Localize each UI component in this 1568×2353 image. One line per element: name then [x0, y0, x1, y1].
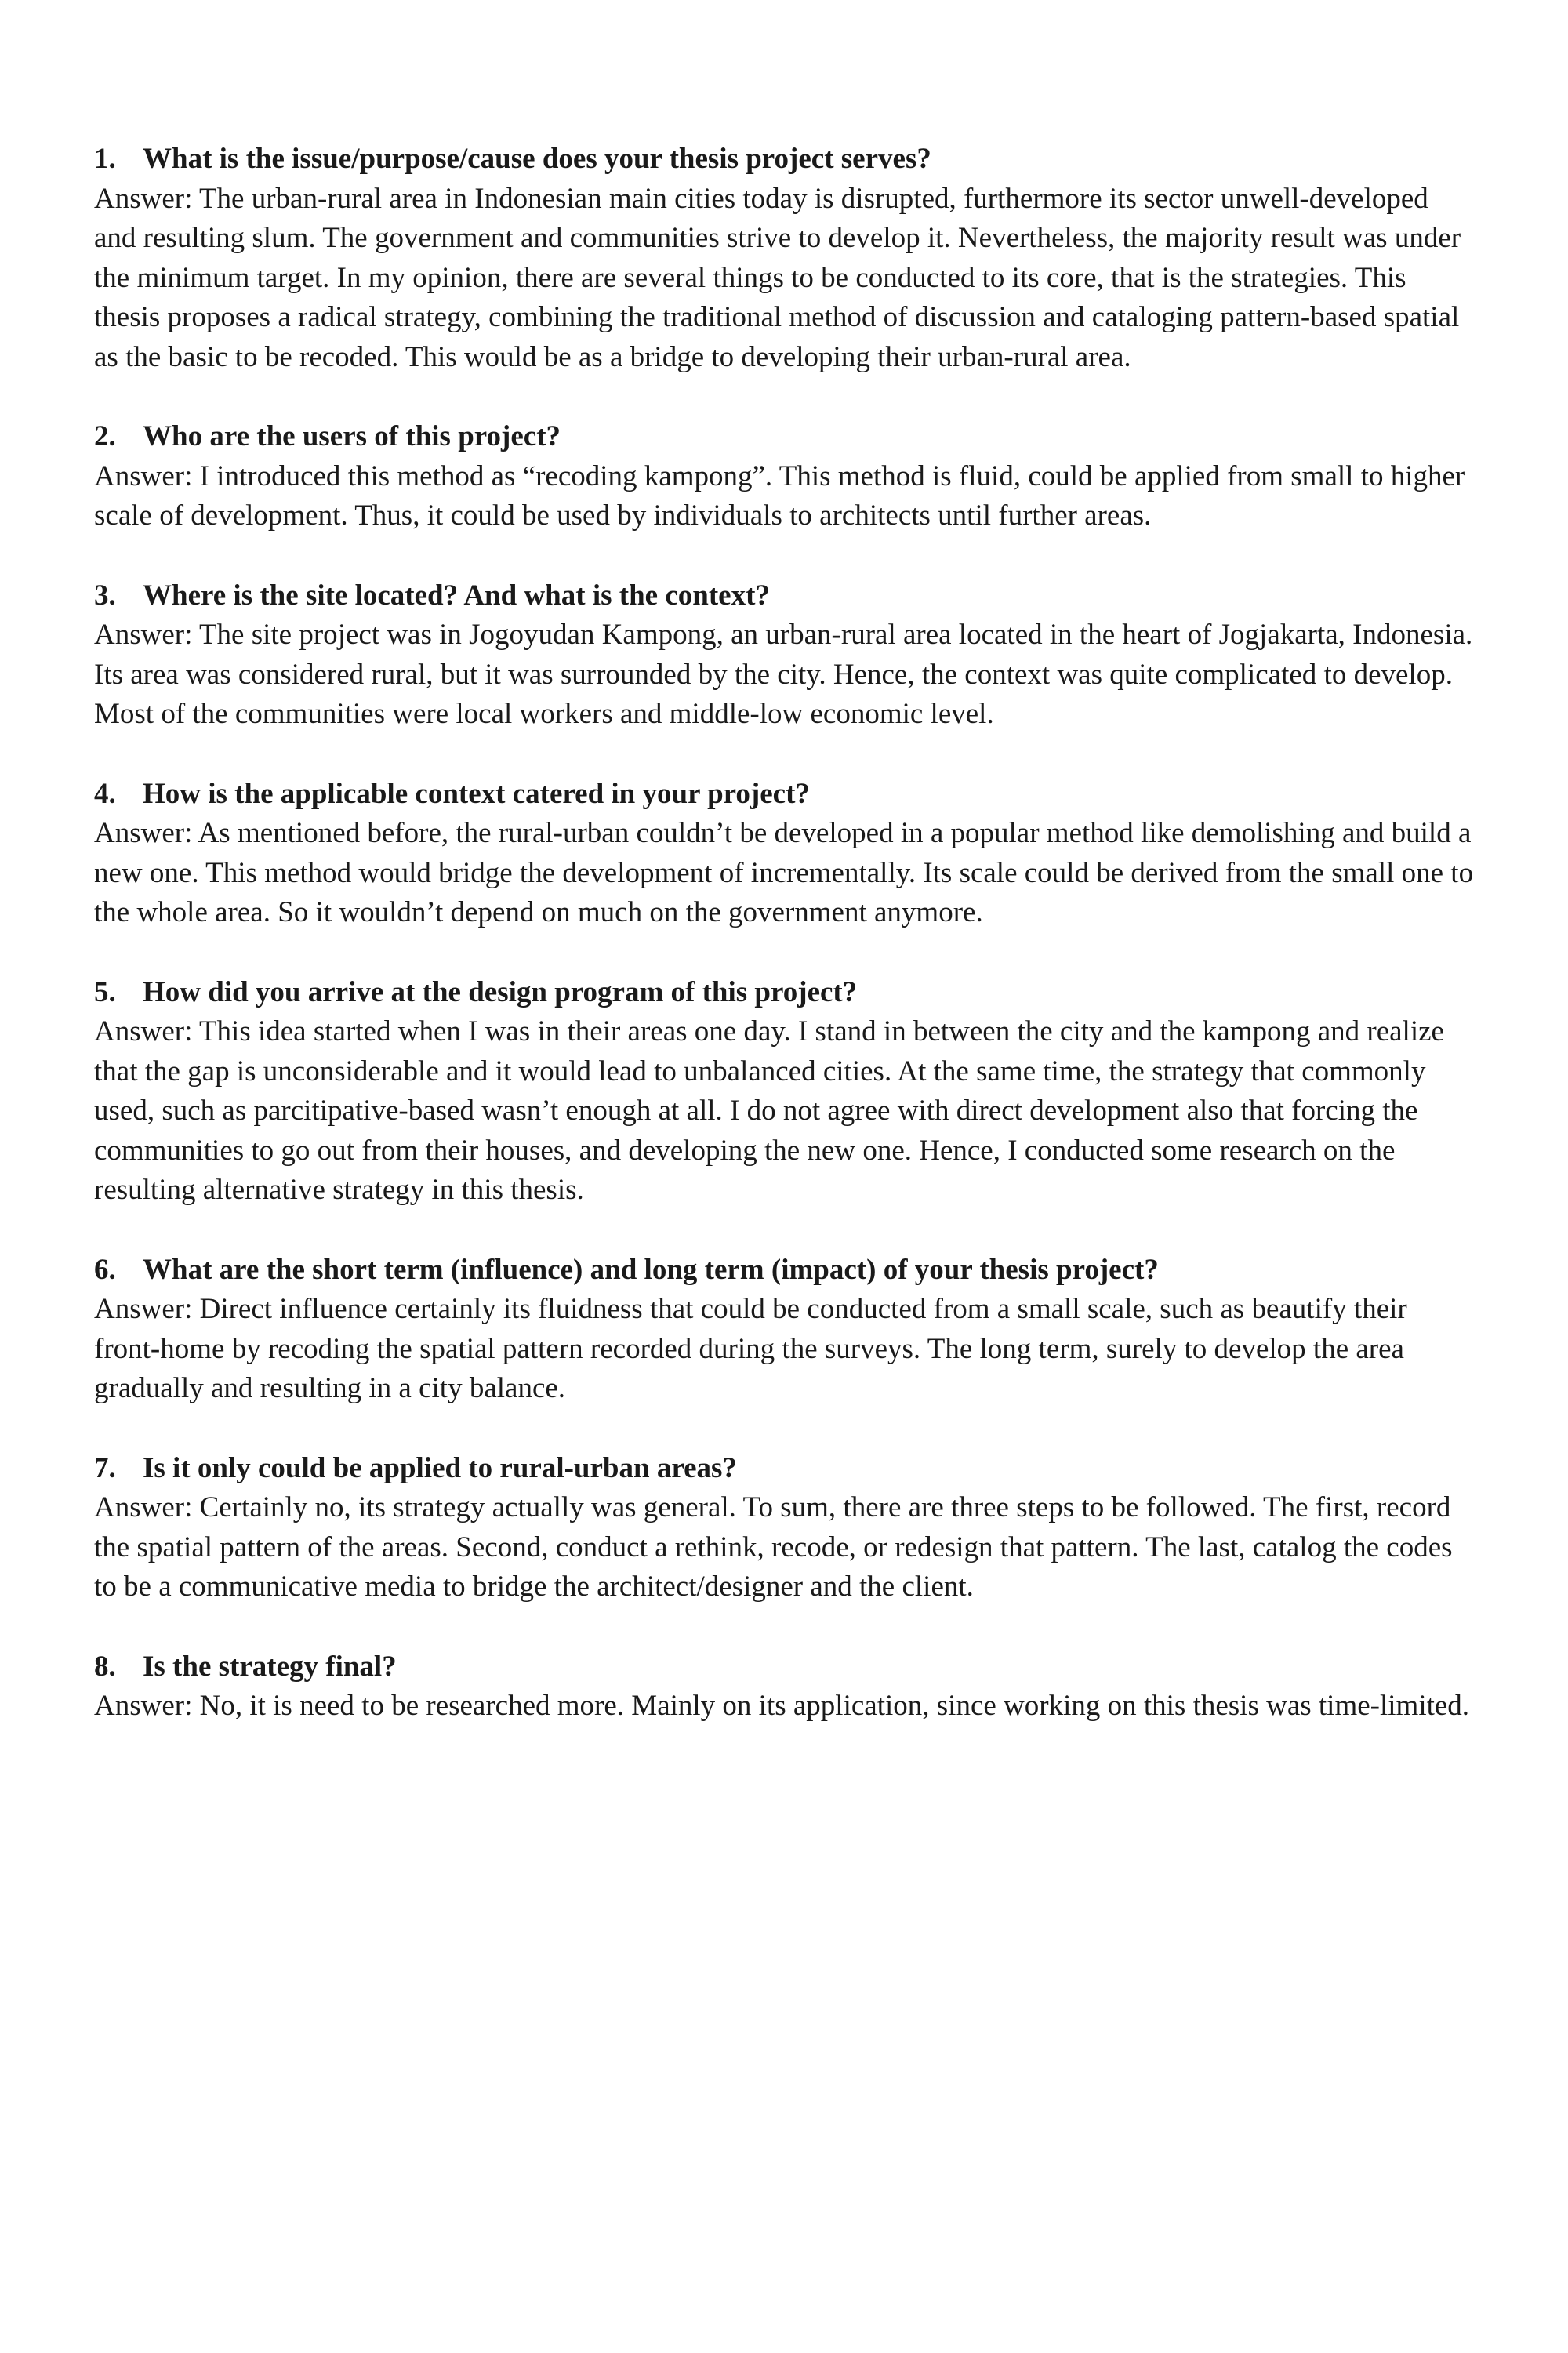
qa-item-8: [94, 1647, 1474, 1727]
question-text: Is the strategy final?: [143, 1650, 397, 1683]
answer-6: Answer: Direct influence certainly its fluidness that could be conducted from a small scale, such as beautify their front-home by recoding the spatial pattern recorded during the surveys. The long term, surely to develop the area gradually and resulting in a city balance.: [94, 1293, 1407, 1404]
answer-8: Answer: No, it is need to be researched more. Mainly on its application, since working on this thesis was time-limited.: [94, 1690, 1470, 1722]
question-number: 1.: [94, 143, 116, 175]
question-5: [94, 973, 1474, 1013]
question-number: 7.: [94, 1451, 116, 1484]
qa-item-1: [94, 140, 1474, 377]
question-3: [94, 576, 1474, 616]
qa-item-6: [94, 1251, 1474, 1409]
answer-5: Answer: This idea started when I was in their areas one day. I stand in between the city and the kampong and realize that the gap is unconsiderable and it would lead to unbalanced cities. At the same time, the strategy that commonly used, such as parcitipative-based wasn’t enough at all. I do not agree with direct development also that forcing the communities to go out from their houses, and developing the new one. Hence, I conducted some research on the resulting alternative strategy in this thesis.: [94, 1015, 1444, 1206]
question-text: How is the applicable context catered in your project?: [143, 777, 810, 810]
question-4: [94, 775, 1474, 815]
qa-item-7: [94, 1449, 1474, 1607]
question-number: 8.: [94, 1650, 116, 1683]
question-number: 2.: [94, 420, 116, 452]
question-text: How did you arrive at the design program of this project?: [143, 975, 858, 1008]
question-8: [94, 1647, 1474, 1687]
qa-item-5: [94, 973, 1474, 1211]
question-text: Who are the users of this project?: [143, 420, 561, 452]
question-2: [94, 417, 1474, 457]
question-1: [94, 140, 1474, 180]
question-7: [94, 1449, 1474, 1489]
question-text: Is it only could be applied to rural-urban areas?: [143, 1451, 737, 1484]
question-text: What are the short term (influence) and long term (impact) of your thesis project?: [143, 1253, 1159, 1286]
qa-item-4: [94, 775, 1474, 933]
question-number: 6.: [94, 1253, 116, 1286]
answer-2: Answer: I introduced this method as “recoding kampong”. This method is fluid, could be applied from small to higher scale of development. Thus, it could be used by individuals to architects until further areas.: [94, 459, 1465, 532]
question-text: Where is the site located? And what is the context?: [143, 579, 770, 612]
qa-item-3: [94, 576, 1474, 735]
answer-7: Answer: Certainly no, its strategy actually was general. To sum, there are three steps to be followed. The first, record the spatial pattern of the areas. Second, conduct a rethink, recode, or redesign that pattern. The last, catalog the codes to be a communicative media to bridge the architect/designer and the client.: [94, 1491, 1453, 1603]
question-number: 3.: [94, 579, 116, 612]
question-text: What is the issue/purpose/cause does your thesis project serves?: [143, 143, 931, 175]
question-6: [94, 1251, 1474, 1291]
answer-1: Answer: The urban-rural area in Indonesian main cities today is disrupted, furthermore its sector unwell-developed and resulting slum. The government and communities strive to develop it. Nevertheless, the majority result was under the minimum target. In my opinion, there are several things to be conducted to its core, that is the strategies. This thesis proposes a radical strategy, combining the traditional method of discussion and cataloging pattern-based spatial as the basic to be recoded. This would be as a bridge to developing their urban-rural area.: [94, 182, 1461, 373]
qa-item-2: [94, 417, 1474, 536]
question-number: 5.: [94, 975, 116, 1008]
document-page: [94, 140, 1474, 1767]
question-number: 4.: [94, 777, 116, 810]
answer-4: Answer: As mentioned before, the rural-urban couldn’t be developed in a popular method like demolishing and build a new one. This method would bridge the development of incrementally. Its scale could be derived from the small one to the whole area. So it wouldn’t depend on much on the government anymore.: [94, 817, 1474, 928]
answer-3: Answer: The site project was in Jogoyudan Kampong, an urban-rural area located in the heart of Jogjakarta, Indonesia. Its area was considered rural, but it was surrounded by the city. Hence, the context was quite complicated to develop. Most of the communities were local workers and middle-low economic level.: [94, 619, 1473, 730]
